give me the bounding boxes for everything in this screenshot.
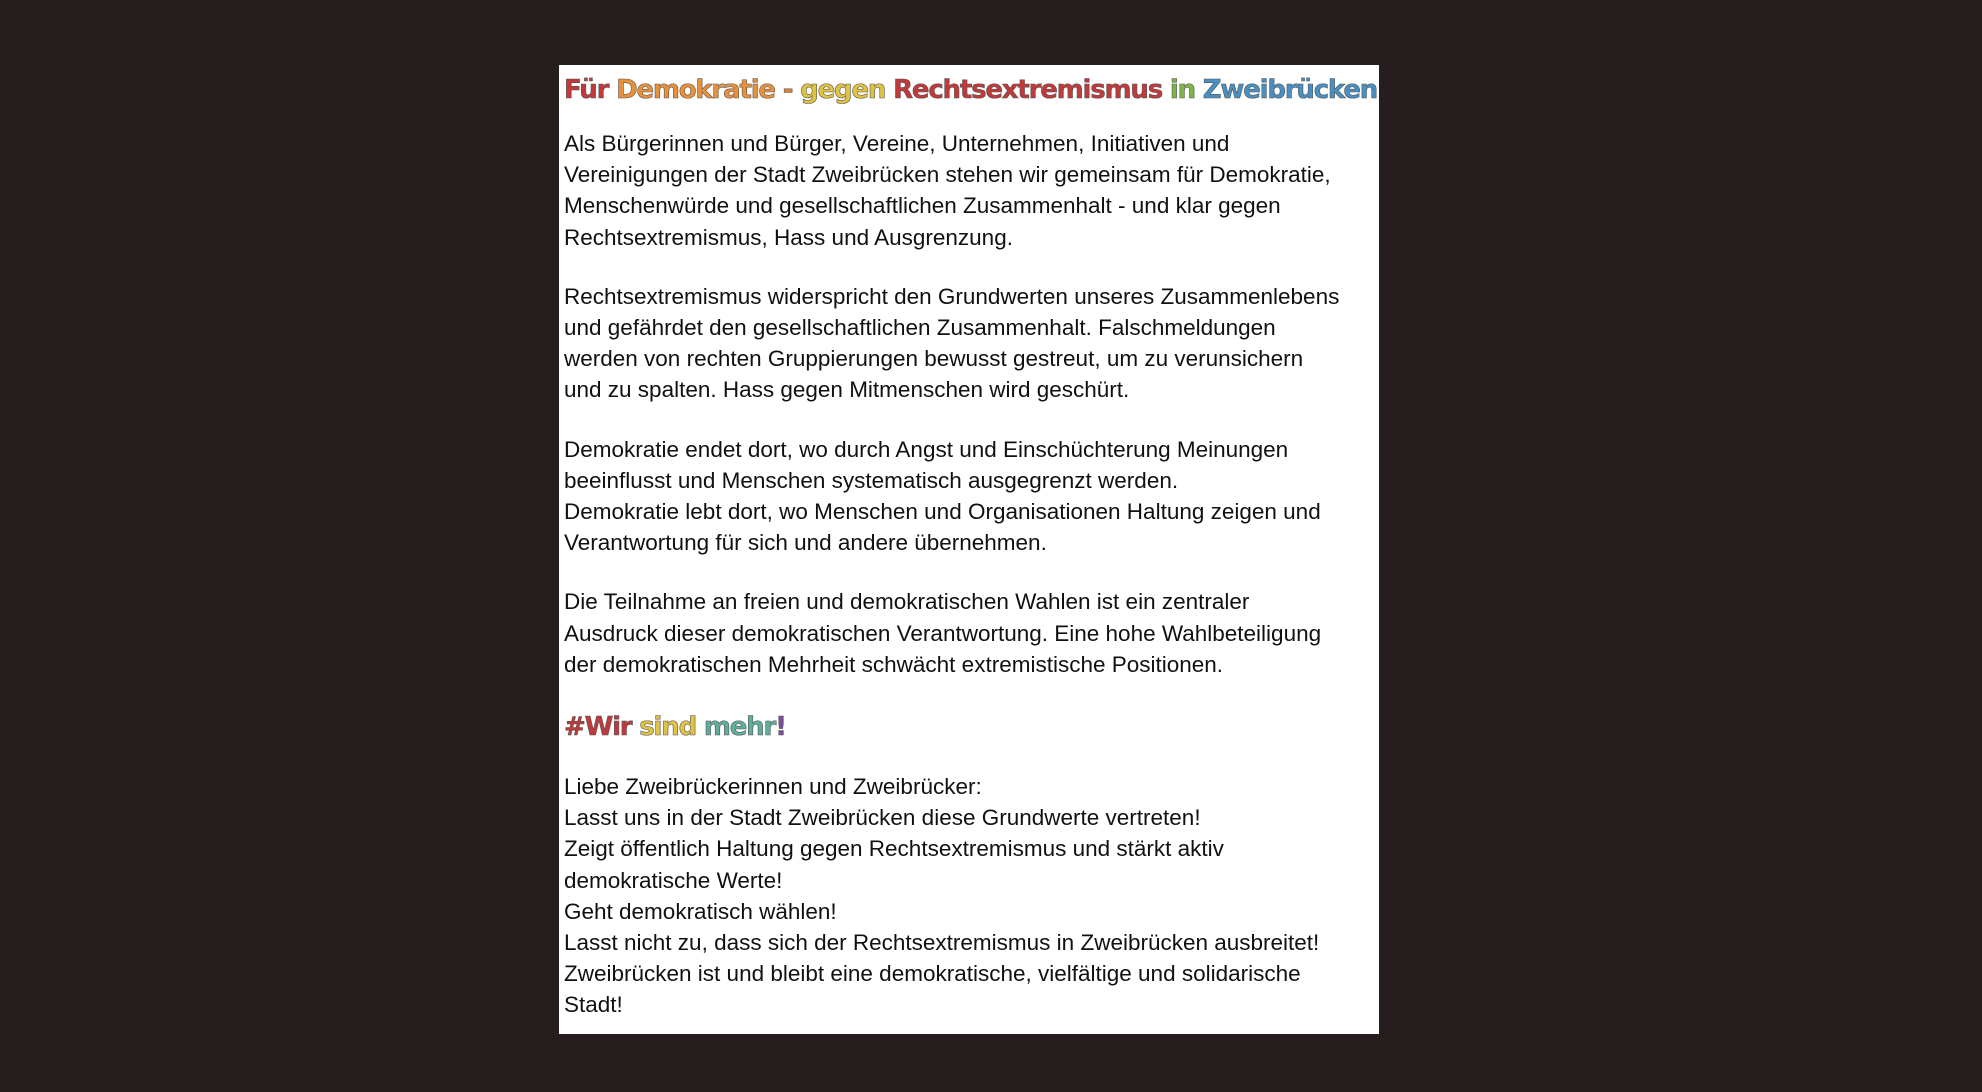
closing-line: Liebe Zweibrückerinnen und Zweibrücker: <box>564 774 982 800</box>
paragraph-line: der demokratischen Mehrheit schwächt extremistische Positionen. <box>564 651 1224 677</box>
closing-line: Lasst uns in der Stadt Zweibrücken diese Grundwerte vertreten! <box>564 805 1201 831</box>
paragraph-line: Rechtsextremismus widerspricht den Grundwerten unseres Zusammenlebens <box>564 283 1340 309</box>
title-word: gegen <box>800 75 886 105</box>
paragraph-rechtsextremismus <box>564 281 1373 406</box>
title-word: - <box>782 75 793 105</box>
paragraph-line: Vereinigungen der Stadt Zweibrücken stehen wir gemeinsam für Demokratie, <box>564 162 1331 188</box>
title-word: in <box>1169 75 1195 105</box>
paragraph-demokratie <box>564 434 1373 559</box>
paragraph-line: Demokratie lebt dort, wo Menschen und Organisationen Haltung zeigen und <box>564 499 1321 525</box>
title-word: Zweibrücken <box>1202 75 1378 105</box>
hashtag-word: mehr <box>703 712 776 743</box>
paragraph-intro <box>564 128 1373 253</box>
closing-appeal <box>564 771 1373 1021</box>
paragraph-line: Rechtsextremismus, Hass und Ausgrenzung. <box>564 224 1013 250</box>
document-body <box>564 128 1373 1021</box>
paragraph-line: Als Bürgerinnen und Bürger, Vereine, Unternehmen, Initiativen und <box>564 131 1230 156</box>
closing-line: Zeigt öffentlich Haltung gegen Rechtsextremismus und stärkt aktiv <box>564 836 1224 862</box>
paragraph-line: und gefährdet den gesellschaftlichen Zusammenhalt. Falschmeldungen <box>564 315 1276 341</box>
paragraph-line: Verantwortung für sich und andere übernehmen. <box>564 530 1047 556</box>
title-word: Für <box>564 75 609 105</box>
document-page <box>559 65 1379 1034</box>
paragraph-line: beeinflusst und Menschen systematisch ausgegrenzt werden. <box>564 467 1179 493</box>
title-word: Rechtsextremismus <box>893 75 1162 105</box>
paragraph-line: Die Teilnahme an freien und demokratischen Wahlen ist ein zentraler <box>564 589 1250 615</box>
paragraph-line: und zu spalten. Hass gegen Mitmenschen wird geschürt. <box>564 377 1130 403</box>
paragraph-line: werden von rechten Gruppierungen bewusst gestreut, um zu verunsichern <box>564 346 1304 372</box>
hashtag-heading <box>564 707 1373 747</box>
title-word: Demokratie <box>616 75 775 105</box>
paragraph-line: Ausdruck dieser demokratischen Verantwortung. Eine hohe Wahlbeteiligung <box>564 620 1322 646</box>
closing-line: demokratische Werte! <box>564 867 783 893</box>
closing-line: Lasst nicht zu, dass sich der Rechtsextremismus in Zweibrücken ausbreitet! <box>564 930 1320 956</box>
document-title <box>564 65 1378 110</box>
paragraph-line: Demokratie endet dort, wo durch Angst und Einschüchterung Meinungen <box>564 436 1289 462</box>
paragraph-line: Menschenwürde und gesellschaftlichen Zusammenhalt - und klar gegen <box>564 193 1281 219</box>
hashtag-word: ! <box>775 712 786 743</box>
paragraph-wahlen <box>564 586 1373 680</box>
closing-line: Zweibrücken ist und bleibt eine demokratische, vielfältige und solidarische <box>564 961 1301 987</box>
closing-line: Stadt! <box>564 992 623 1018</box>
closing-line: Geht demokratisch wählen! <box>564 898 837 924</box>
hashtag-word: #Wir <box>564 712 632 743</box>
hashtag-word: sind <box>639 712 696 743</box>
